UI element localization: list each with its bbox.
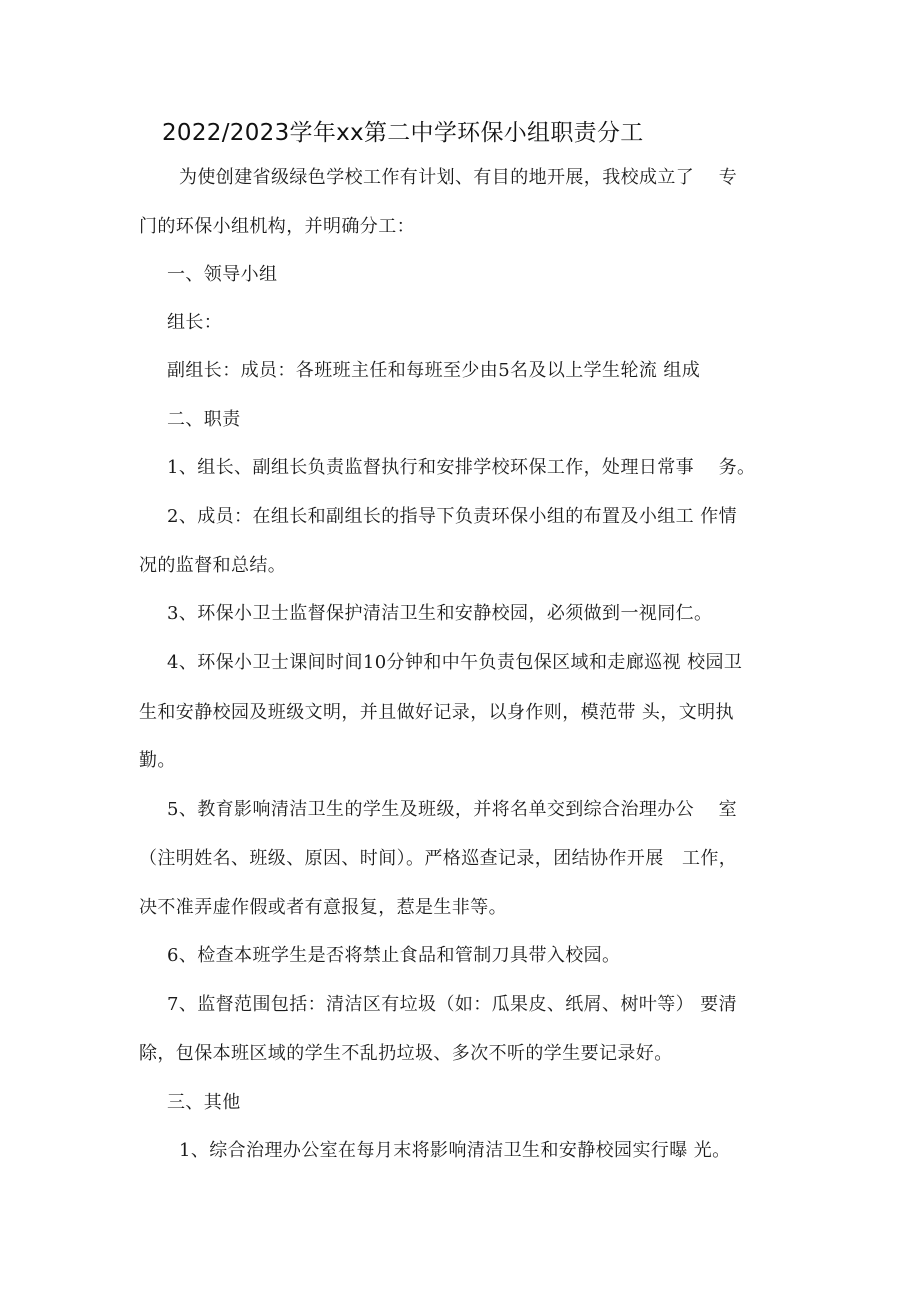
duty-item-5-line-2: （注明姓名、班级、原因、时间）。严格巡查记录，团结协作开展 工作， (139, 848, 738, 869)
intro-line-2: 门的环保小组机构，并明确分工： (139, 216, 415, 237)
duty-item-2-line-1: 2、成员：在组长和副组长的指导下负责环保小组的布置及小组工 作情 (167, 506, 737, 527)
other-item-1: 1、综合治理办公室在每月末将影响清洁卫生和安静校园实行曝 光。 (179, 1140, 731, 1161)
document-title: 2022/2023学年xx第二中学环保小组职责分工 (162, 120, 644, 146)
section-3-heading: 三、其他 (167, 1092, 241, 1113)
intro-line-1: 为使创建省级绿色学校工作有计划、有目的地开展，我校成立了 专 (179, 167, 738, 188)
duty-item-4-line-2: 生和安静校园及班级文明，并且做好记录，以身作则，模范带 头，文明执 (139, 702, 734, 723)
duty-item-2-line-2: 况的监督和总结。 (139, 555, 287, 576)
duty-item-1: 1、组长、副组长负责监督执行和安排学校环保工作，处理日常事 务。 (167, 457, 756, 478)
duty-item-3: 3、环保小卫士监督保护清洁卫生和安静校园，必须做到一视同仁。 (167, 603, 713, 624)
duty-item-6: 6、检查本班学生是否将禁止食品和管制刀具带入校园。 (167, 945, 621, 966)
duty-item-4-line-1: 4、环保小卫士课间时间10分钟和中午负责包保区域和走廊巡视 校园卫 (167, 652, 743, 673)
duty-item-7-line-1: 7、监督范围包括：清洁区有垃圾（如：瓜果皮、纸屑、树叶等） 要清 (167, 994, 737, 1015)
duty-item-5-line-3: 决不准弄虚作假或者有意报复，惹是生非等。 (139, 897, 507, 918)
section-2-heading: 二、职责 (167, 409, 241, 430)
duty-item-7-line-2: 除，包保本班区域的学生不乱扔垃圾、多次不听的学生要记录好。 (139, 1043, 673, 1064)
members-line: 副组长：成员：各班班主任和每班至少由5名及以上学生轮流 组成 (167, 360, 701, 381)
duty-item-4-line-3: 勤。 (139, 750, 176, 771)
leader-line: 组长： (167, 312, 223, 333)
section-1-heading: 一、领导小组 (167, 264, 278, 285)
duty-item-5-line-1: 5、教育影响清洁卫生的学生及班级，并将名单交到综合治理办公 室 (167, 799, 737, 820)
